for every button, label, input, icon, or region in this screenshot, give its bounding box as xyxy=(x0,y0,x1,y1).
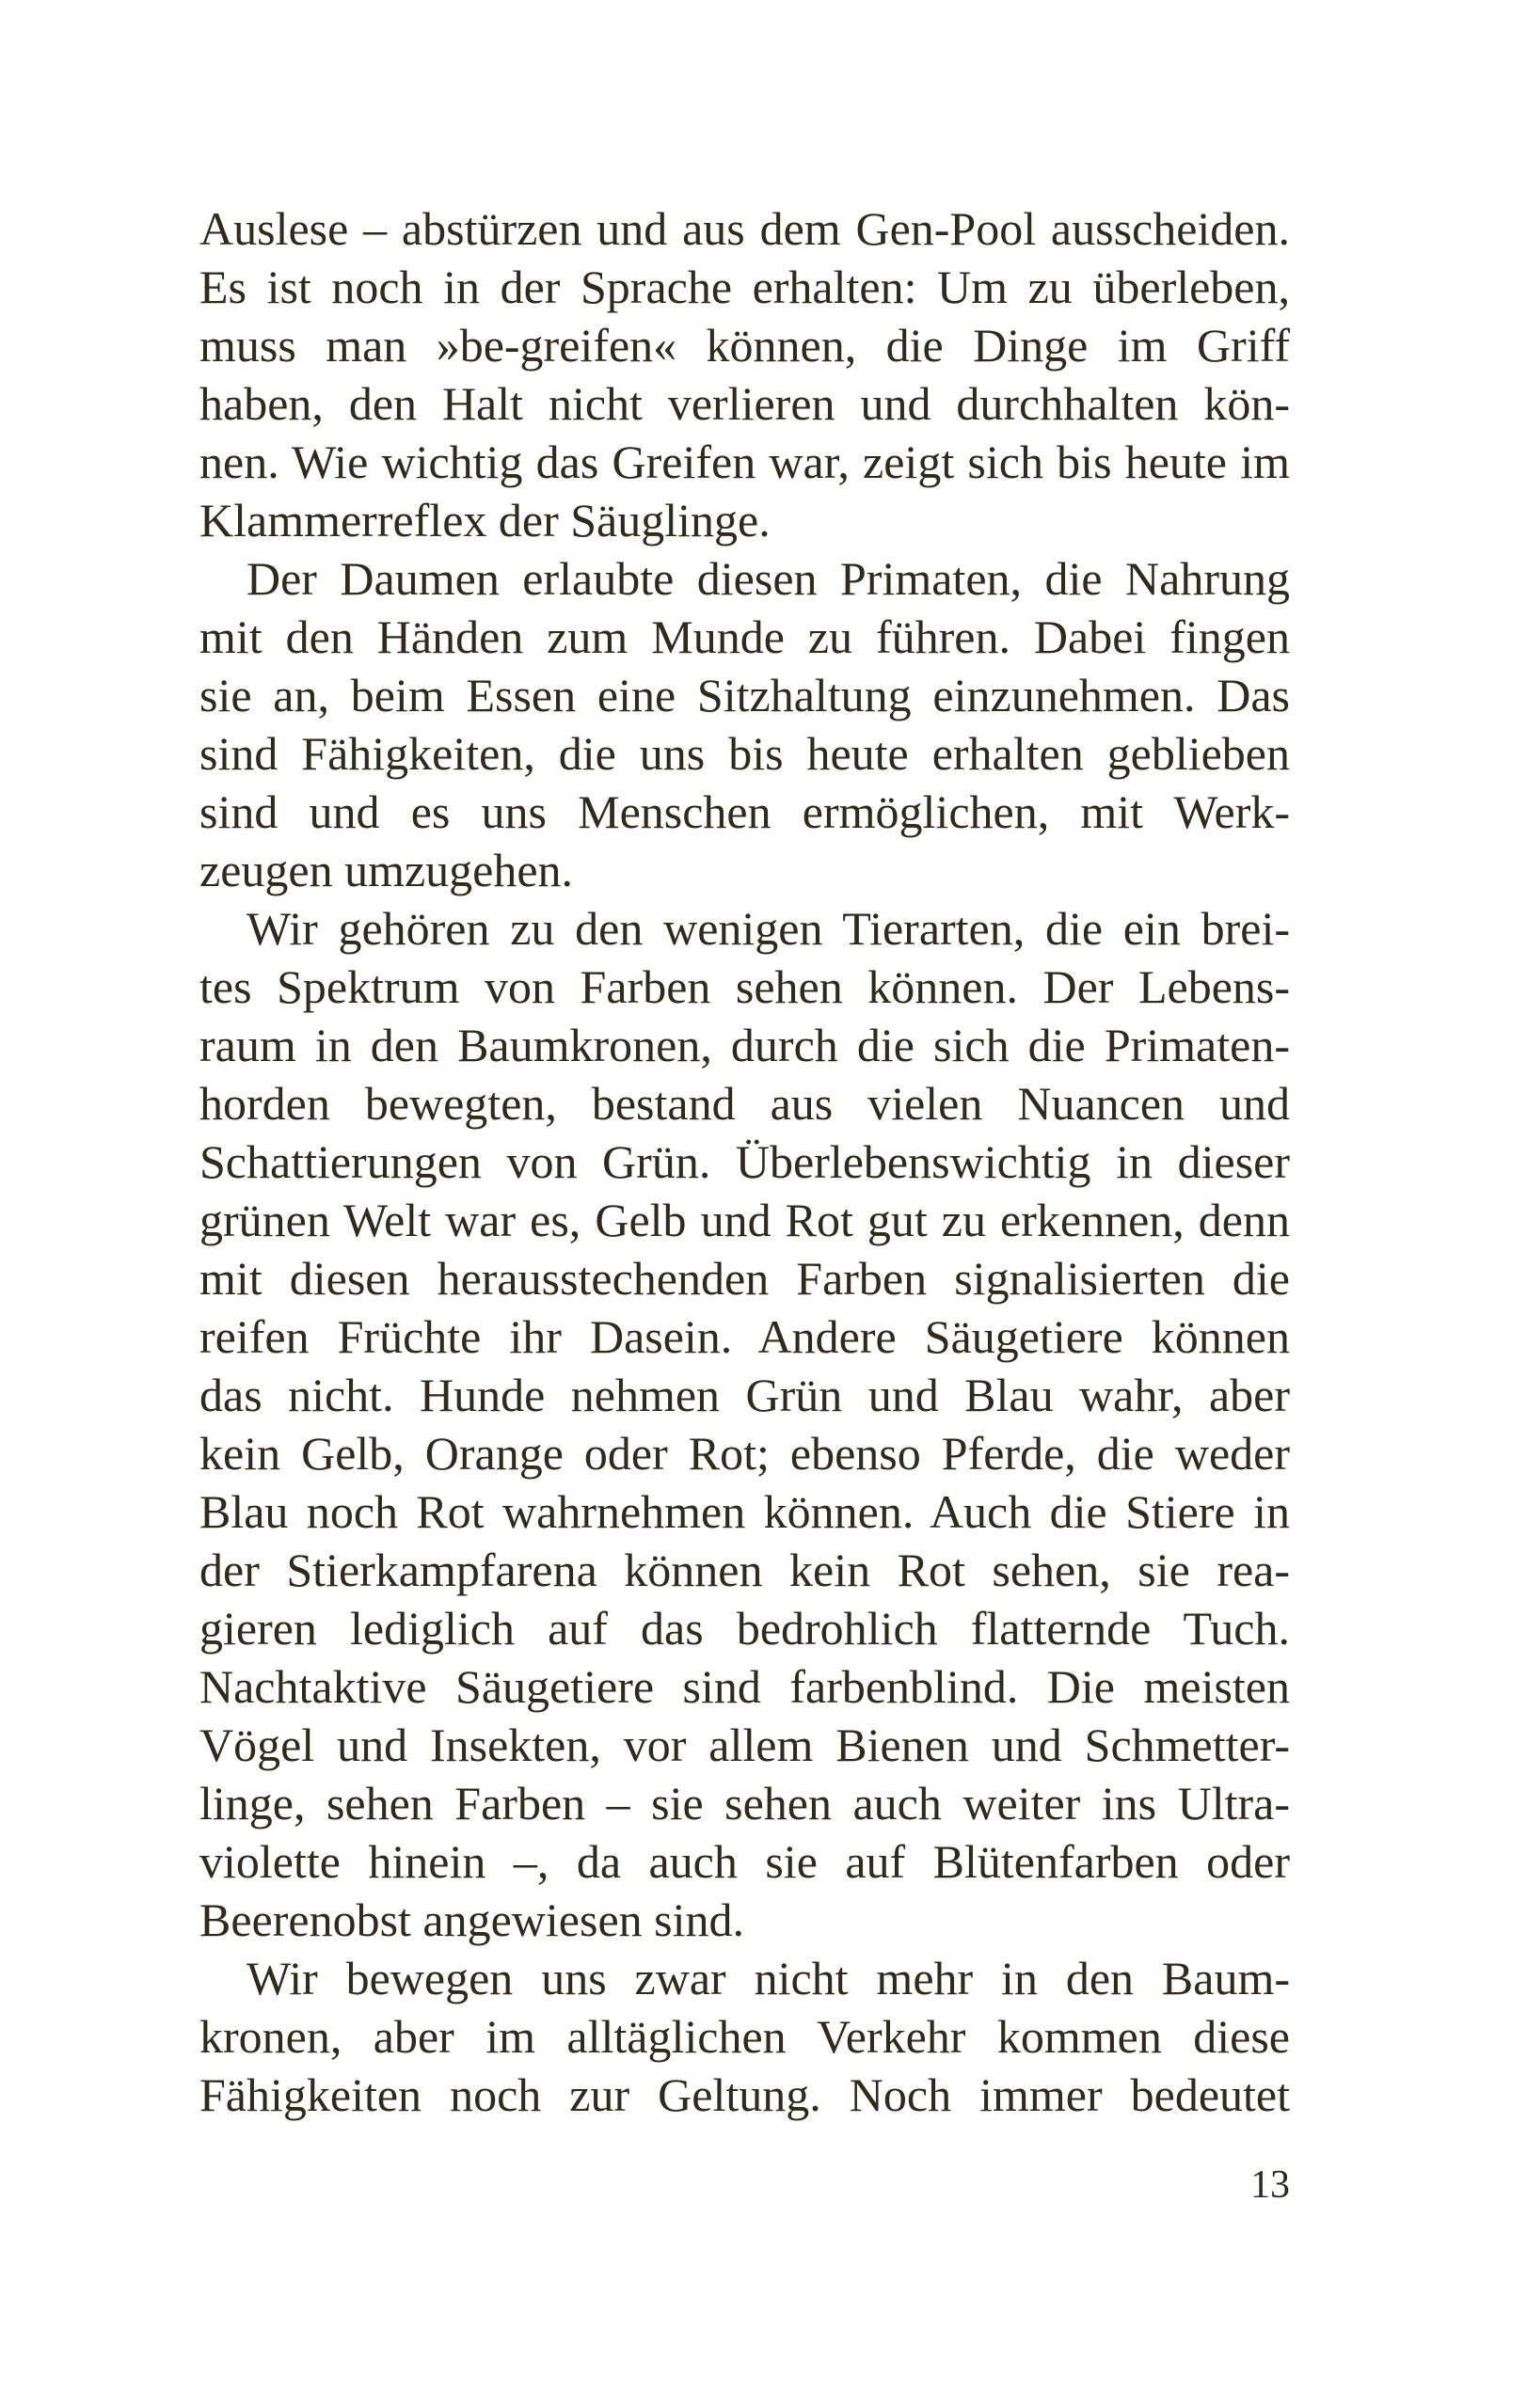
text-line: linge, sehen Farben – sie sehen auch weiter ins Ultra- xyxy=(199,1777,1290,1830)
text-line: gieren lediglich auf das bedrohlich flatternde Tuch. xyxy=(199,1602,1290,1655)
text-line: tes Spektrum von Farben sehen können. Der Lebens- xyxy=(199,960,1290,1013)
text-line: raum in den Baumkronen, durch die sich die Primaten- xyxy=(199,1019,1290,1071)
text-line: kronen, aber im alltäglichen Verkehr kommen diese xyxy=(199,2010,1290,2063)
text-line: sind und es uns Menschen ermöglichen, mit Werk- xyxy=(199,785,1290,838)
text-line: haben, den Halt nicht verlieren und durchhalten kön- xyxy=(199,377,1290,430)
text-line: Wir bewegen uns zwar nicht mehr in den Baum- xyxy=(247,1952,1290,2004)
text-line: der Stierkampfarena können kein Rot sehen, sie rea- xyxy=(199,1544,1290,1596)
text-line: Es ist noch in der Sprache erhalten: Um zu überleben, xyxy=(199,261,1290,313)
text-line: nen. Wie wichtig das Greifen war, zeigt sich bis heute im xyxy=(199,436,1290,488)
text-line: grünen Welt war es, Gelb und Rot gut zu erkennen, denn xyxy=(199,1194,1290,1246)
page-number: 13 xyxy=(1250,2163,1290,2207)
text-line: Beerenobst angewiesen sind. xyxy=(199,1893,745,1946)
text-line: Fähigkeiten noch zur Geltung. Noch immer bedeutet xyxy=(199,2068,1290,2121)
text-line: Klammerreflex der Säuglinge. xyxy=(199,494,771,547)
text-line: muss man »be-greifen« können, die Dinge im Griff xyxy=(199,319,1290,372)
text-line: Nachtaktive Säugetiere sind farbenblind. Die meisten xyxy=(199,1660,1290,1713)
text-line: mit den Händen zum Munde zu führen. Dabei fingen xyxy=(199,610,1290,663)
text-line: sind Fähigkeiten, die uns bis heute erhalten geblieben xyxy=(199,727,1290,780)
text-line: mit diesen herausstechenden Farben signalisierten die xyxy=(199,1252,1290,1305)
text-line: horden bewegten, bestand aus vielen Nuancen und xyxy=(199,1077,1290,1130)
text-line: zeugen umzugehen. xyxy=(199,844,574,896)
text-line: Blau noch Rot wahrnehmen können. Auch die Stiere in xyxy=(199,1485,1290,1538)
text-line: reifen Früchte ihr Dasein. Andere Säugetiere können xyxy=(199,1310,1290,1363)
text-line: Schattierungen von Grün. Überlebenswichtig in dieser xyxy=(199,1135,1290,1188)
text-line: kein Gelb, Orange oder Rot; ebenso Pferde, die weder xyxy=(199,1427,1290,1480)
text-line: Wir gehören zu den wenigen Tierarten, die ein brei- xyxy=(247,902,1290,955)
text-line: das nicht. Hunde nehmen Grün und Blau wahr, aber xyxy=(199,1369,1290,1421)
text-line: sie an, beim Essen eine Sitzhaltung einzunehmen. Das xyxy=(199,669,1290,721)
text-line: violette hinein –, da auch sie auf Blütenfarben oder xyxy=(199,1835,1290,1888)
text-line: Vögel und Insekten, vor allem Bienen und Schmetter- xyxy=(199,1719,1290,1771)
text-line: Der Daumen erlaubte diesen Primaten, die Nahrung xyxy=(247,552,1290,605)
text-line: Auslese – abstürzen und aus dem Gen-Pool ausscheiden. xyxy=(199,202,1290,255)
body-text xyxy=(199,199,1290,2124)
